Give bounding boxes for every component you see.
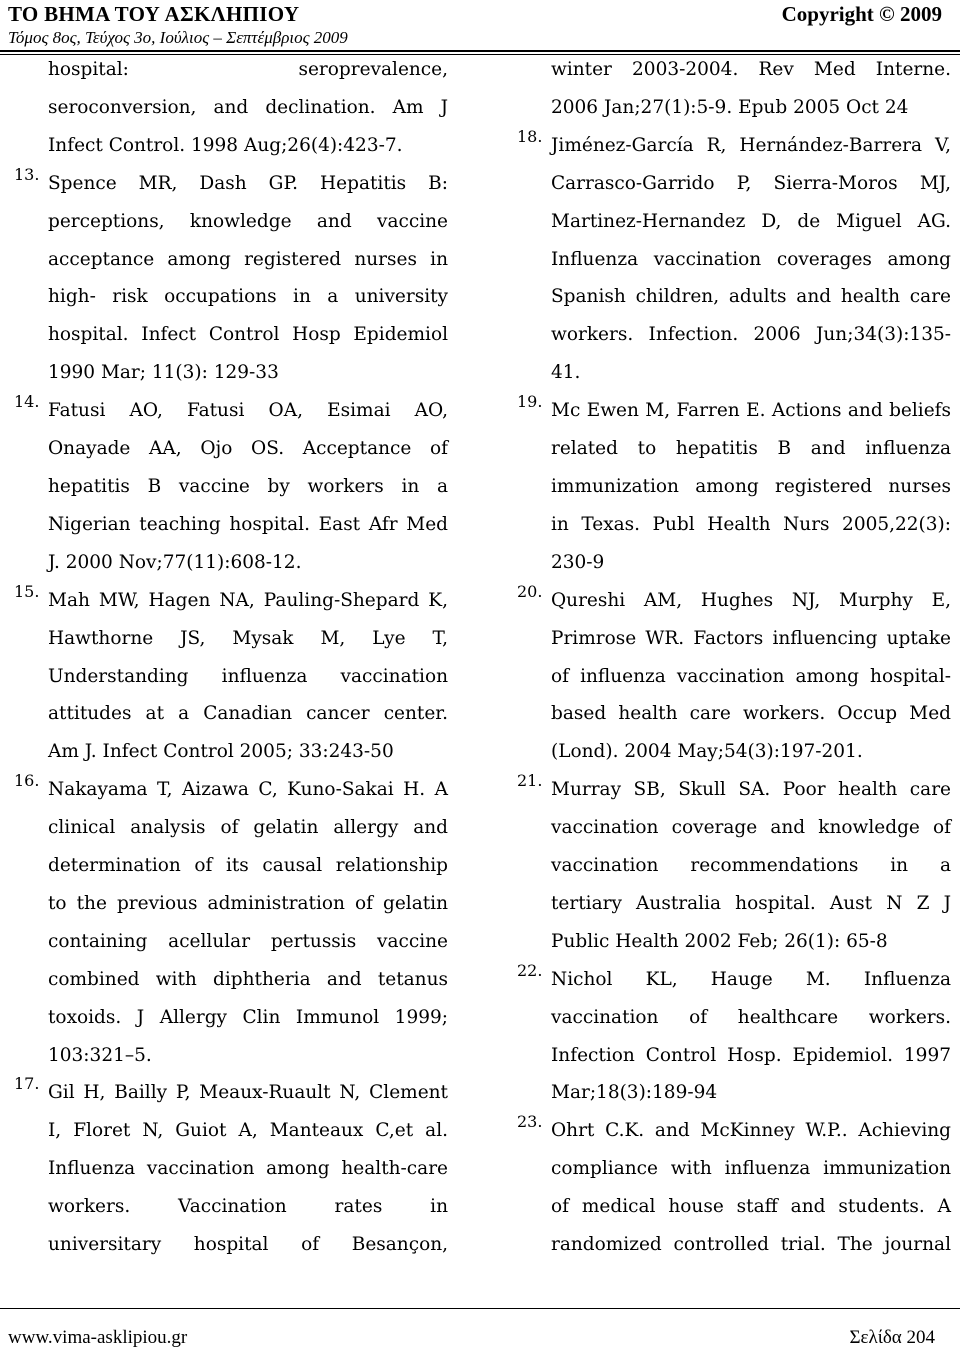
reference-line: I, Floret N, Guiot A, Manteaux C,et al. [48,1120,448,1142]
reference-line: Public Health 2002 Feb; 26(1): 65-8 [551,930,888,952]
reference-line: Spanish children, adults and health care [551,286,951,308]
reference-line: to the previous administration of gelatin [48,892,448,914]
reference-line: Fatusi AO, Fatusi OA, Esimai AO, [48,400,448,422]
reference-line: hospital: seroprevalence, [48,59,448,80]
reference-number: 20. [517,581,543,601]
reference-line: Murray SB, Skull SA. Poor health care [551,779,951,801]
reference-line: of medical house staff and students. A [551,1196,951,1218]
reference-line: Understanding influenza vaccination [48,665,448,687]
reference-line: Qureshi AM, Hughes NJ, Murphy E, [551,589,951,611]
reference-line: related to hepatitis B and influenza [551,438,951,460]
reference-number: 17. [14,1074,40,1094]
reference-line: Influenza vaccination coverages among [551,248,951,270]
reference-line: Hawthorne JS, Mysak M, Lye T, [48,627,448,649]
reference-19 [517,392,951,582]
copyright-notice: Copyright © 2009 [781,2,942,26]
reference-line: hepatitis B vaccine by workers in a [48,475,448,497]
reference-line: Mc Ewen M, Farren E. Actions and beliefs [551,400,951,422]
issue-info: Τόμος 8ος, Τεύχος 3ο, Ιούλιος – Σεπτέμβριος 2009 [8,28,348,47]
reference-line: determination of its causal relationship [48,855,448,877]
reference-line: vaccination coverage and knowledge of [551,817,951,839]
reference-line: Jiménez-García R, Hernández-Barrera V, [551,134,951,156]
reference-line: Mah MW, Hagen NA, Pauling-Shepard K, [48,589,448,611]
reference-number: 21. [517,771,543,791]
reference-line: compliance with influenza immunization [551,1158,951,1180]
page-number: Σελίδα 204 [849,1327,935,1348]
reference-number: 18. [517,126,543,146]
reference-line: J. 2000 Nov;77(11):608-12. [48,551,302,573]
reference-line: in Texas. Publ Health Nurs 2005,22(3): [551,513,951,535]
right-column [517,51,951,1264]
reference-line: Nakayama T, Aizawa C, Kuno-Sakai H. A [48,779,448,801]
footer-rule [0,1308,960,1309]
reference-21 [517,771,951,961]
reference-line: containing acellular pertussis vaccine [48,930,448,952]
reference-22 [517,960,951,1113]
reference-continuation [48,51,448,165]
reference-line: workers. Vaccination rates in [48,1196,448,1218]
reference-line: 230-9 [551,551,605,573]
reference-line: workers. Infection. 2006 Jun;34(3):135- [551,324,951,346]
reference-number: 16. [14,771,40,791]
reference-18 [517,126,951,392]
reference-line: Spence MR, Dash GP. Hepatitis B: [48,172,448,194]
reference-17 [14,1074,448,1264]
reference-15 [14,581,448,772]
reference-line: combined with diphtheria and tetanus [48,968,448,990]
reference-line: perceptions, knowledge and vaccine [48,210,448,232]
reference-line: 1990 Mar; 11(3): 129-33 [48,362,279,384]
reference-16 [14,771,448,1074]
reference-20 [517,581,951,772]
reference-line: seroconversion, and declination. Am J [48,96,448,118]
reference-number: 23. [517,1112,543,1132]
journal-title: ΤΟ ΒΗΜΑ ΤΟΥ ΑΣΚΛΗΠΙΟΥ [8,2,300,26]
reference-line: Am J. Infect Control 2005; 33:243-50 [48,741,394,763]
reference-number: 15. [14,581,40,601]
left-column [14,51,448,1264]
reference-line: vaccination recommendations in a [551,855,951,877]
reference-14 [14,392,448,582]
reference-line: winter 2003-2004. Rev Med Interne. [551,59,951,80]
reference-23 [517,1112,951,1264]
reference-line: Nichol KL, Hauge M. Influenza [551,968,951,990]
reference-line: Gil H, Bailly P, Meaux-Ruault N, Clement [48,1082,448,1104]
reference-line: 2006 Jan;27(1):5-9. Epub 2005 Oct 24 [551,96,909,118]
reference-number: 14. [14,392,40,412]
reference-13 [14,164,448,392]
reference-line: hospital. Infect Control Hosp Epidemiol [48,324,448,346]
reference-line: 41. [551,362,581,384]
reference-line: attitudes at a Canadian cancer center. [48,703,448,725]
reference-number: 13. [14,164,40,184]
reference-line: randomized controlled trial. The journal [551,1234,951,1256]
reference-line: Primrose WR. Factors influencing uptake [551,627,951,649]
reference-line: acceptance among registered nurses in [48,248,448,270]
reference-line: tertiary Australia hospital. Aust N Z J [551,892,951,914]
reference-line: Carrasco-Garrido P, Sierra-Moros MJ, [551,172,951,194]
reference-line: Onayade AA, Ojo OS. Acceptance of [48,438,448,460]
reference-line: Infect Control. 1998 Aug;26(4):423-7. [48,134,403,156]
reference-line: Ohrt C.K. and McKinney W.P.. Achieving [551,1120,951,1142]
reference-line: Martinez-Hernandez D, de Miguel AG. [551,210,951,232]
reference-line: Influenza vaccination among health-care [48,1158,448,1180]
reference-line: Nigerian teaching hospital. East Afr Med [48,513,448,535]
reference-number: 19. [517,392,543,412]
reference-number: 22. [517,960,543,980]
reference-line: (Lond). 2004 May;54(3):197-201. [551,741,863,763]
reference-line: immunization among registered nurses [551,475,951,497]
reference-line: vaccination of healthcare workers. [551,1006,951,1028]
reference-line: high- risk occupations in a university [48,286,448,308]
reference-line: based health care workers. Occup Med [551,703,951,725]
reference-line: of influenza vaccination among hospital- [551,665,951,687]
reference-line: universitary hospital of Besançon, [48,1234,448,1256]
reference-line: toxoids. J Allergy Clin Immunol 1999; [48,1006,448,1028]
reference-line: clinical analysis of gelatin allergy and [48,817,448,839]
reference-line: 103:321–5. [48,1044,152,1066]
site-url: www.vima-asklipiou.gr [8,1327,188,1348]
reference-line: Infection Control Hosp. Epidemiol. 1997 [551,1044,951,1066]
reference-line: Mar;18(3):189-94 [551,1082,718,1104]
reference-continuation [551,51,951,127]
